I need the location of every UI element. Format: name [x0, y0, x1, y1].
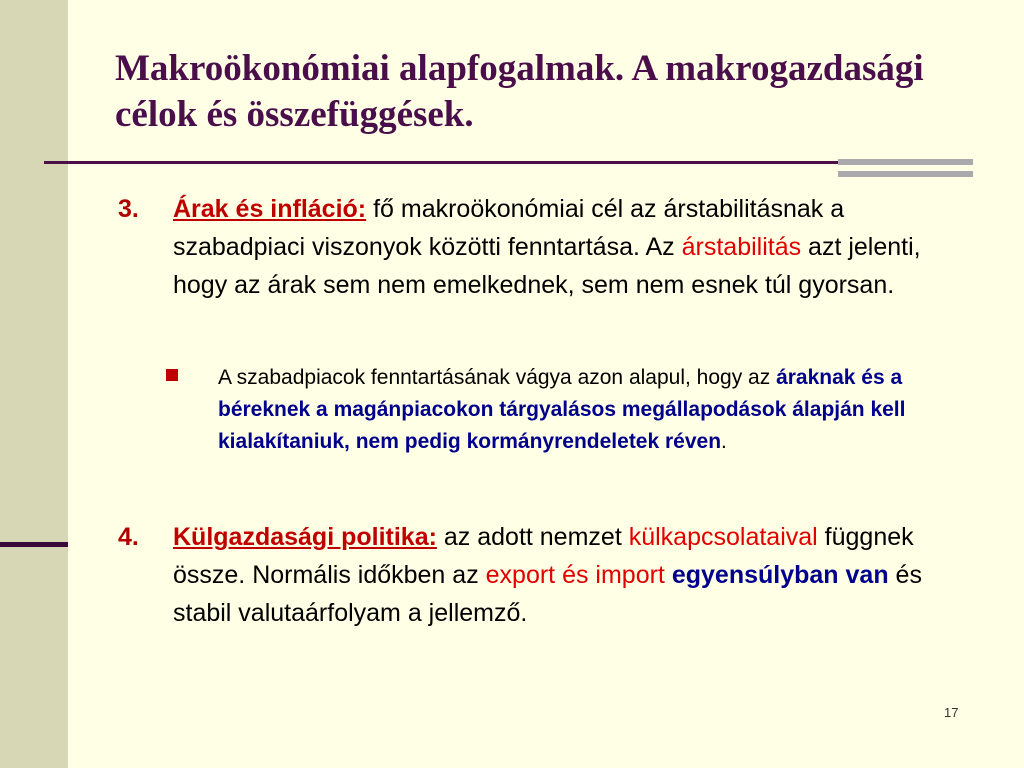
sub-body-text: .: [721, 430, 727, 453]
red-emphasis: export és import: [485, 561, 665, 589]
blue-emphasis: áraknak és a béreknek a magánpiacokon tárgyalásos: [218, 366, 903, 421]
list-item-3: [118, 190, 978, 304]
item-text: [173, 518, 963, 632]
item-heading: Árak és infláció:: [173, 195, 367, 223]
title-divider-line: [44, 161, 971, 164]
item-number: 4.: [118, 523, 139, 551]
title-divider-grey-bar-2: [838, 171, 973, 177]
item-body-text: fő makroökonómiai cél az árstabilitásnak a szabadpiaci viszonyok közötti fenntartása. Az: [173, 195, 845, 261]
title-divider-grey-bar-1: [838, 159, 973, 165]
item-number: 3.: [118, 195, 139, 223]
red-emphasis: külkapcsolataival: [628, 523, 818, 551]
item-body-text: függnek össze. Normális időkben az: [173, 523, 914, 589]
item-body-text: azt jelenti, hogy az árak sem nem emelkednek, sem nem esnek túl gyorsan.: [173, 233, 921, 299]
item-heading: Külgazdasági politika:: [173, 523, 437, 551]
sidebar-divider: [0, 542, 68, 547]
item-body-text: [665, 561, 672, 589]
red-emphasis: árstabilitás: [681, 233, 802, 261]
slide-title: Makroökonómiai alapfogalmak. A makrogazdasági célok és összefüggések.: [115, 48, 924, 135]
item-body-text: az adott nemzet: [436, 523, 629, 551]
sub-body-text: A szabadpiacok fenntartásának vágya azon alapul, hogy az: [218, 366, 777, 389]
sub-bullet-item: [166, 362, 956, 458]
page-number: 17: [944, 705, 959, 720]
item-text: [173, 190, 963, 304]
left-sidebar-band: [0, 0, 68, 768]
item-body-text: és stabil valutaárfolyam a jellemző.: [173, 561, 922, 627]
blue-emphasis: egyensúlyban van: [671, 561, 889, 589]
blue-emphasis: megállapodások álapján kell kialakítaniuk, nem pedig kormányrendeletek réven: [218, 398, 906, 453]
square-bullet-icon: [166, 369, 178, 381]
sub-bullet-text: [218, 362, 938, 458]
list-item-4: [118, 518, 978, 632]
